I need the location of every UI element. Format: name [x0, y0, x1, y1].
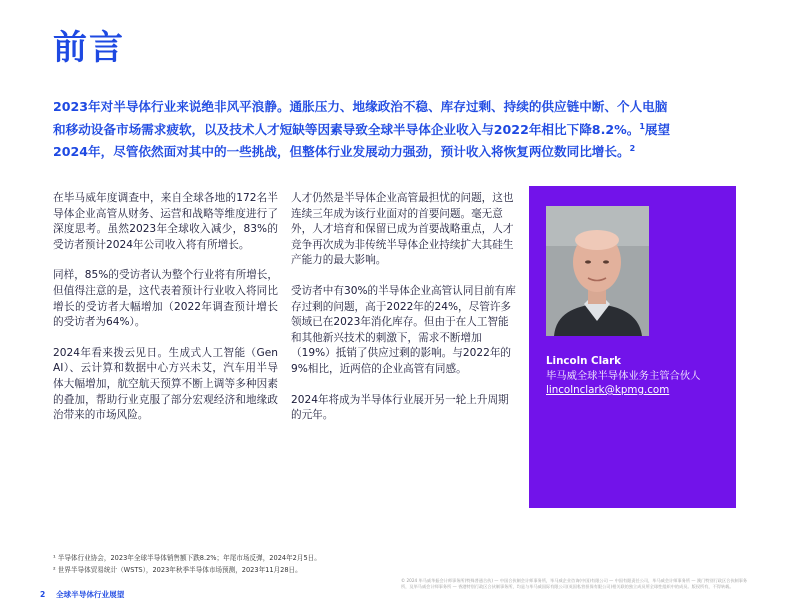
portrait-photo	[546, 206, 649, 336]
legal-notice: © 2024 毕马威华振会计师事务所(特殊普通合伙) — 中国合伙制会计师事务所，毕马威企业咨询(中国)有限公司 — 中国有限责任公司，毕马威会计师事务所 — 澳门特别行政区合伙制事务所，及毕马威会计师事务所 — 香港特别行政区合伙制事务所，均是与毕马威国际有限公司(英国私营担保有限公司)相关联的独立成员所全球性组织中的成员。版权所有，不得转载。	[401, 578, 748, 589]
report-name: 全球半导体行业展望	[55, 590, 125, 599]
paragraph: 2024年将成为半导体行业展开另一轮上升周期的元年。	[291, 393, 509, 422]
paragraph: 同样，85%的受访者认为整个行业将有所增长，但值得注意的是，这代表着预计行业收入将同比增长的受访者大幅增加（2022年调查预计增长的受访者为64%）。	[53, 269, 278, 329]
footnote-ref-1[interactable]: 1	[639, 121, 645, 131]
page-title: 前言	[53, 28, 125, 68]
contact-email-link[interactable]: lincolnclark@kpmg.com	[546, 384, 670, 396]
paragraph: 2024年看来拨云见日。生成式人工智能（Gen AI）、云计算和数据中心方兴未艾，汽车用半导体大幅增加，航空航天预算不断上调等多种因素的叠加，帮助行业克服了部分宏观经济和地缘政治带来的市场风险。	[53, 346, 278, 422]
intro-paragraph	[53, 97, 678, 162]
contact-role: 毕马威全球半导体业务主管合伙人	[546, 369, 701, 382]
footnotes	[53, 552, 321, 576]
footnote-ref-2[interactable]: 2	[629, 144, 636, 154]
page-footer	[40, 589, 124, 600]
contact-info	[546, 354, 726, 398]
footnote-1: ¹ 半导体行业协会，2023年全球半导体销售额下跌8.2%；年尾市场反弹，2024年2月5日。	[53, 554, 321, 562]
portrait-icon	[546, 206, 649, 336]
body-column-middle	[291, 191, 519, 439]
paragraph: 人才仍然是半导体企业高管最担忧的问题，这也连续三年成为该行业面对的首要问题。毫无意外，人才培育和保留已成为首要战略重点，人才竞争再次成为非传统半导体企业持续扩大其硅生产能力的最大影响。	[291, 192, 514, 267]
footnote-2: ² 世界半导体贸易统计（WSTS），2023年秋季半导体市场预测，2023年11月28日。	[53, 566, 302, 574]
page-number: 2	[40, 590, 46, 599]
body-column-left	[53, 191, 278, 439]
intro-text-2: 展望2024年，尽管依然面对其中的一些挑战，但整体行业发展动力强劲，预计收入将恢复两位数同比增长。	[53, 121, 671, 160]
paragraph: 受访者中有30%的半导体企业高管认同目前有库存过剩的问题，高于2022年的24%，尽管许多领域已在2023年消化库存。但由于在人工智能和其他新兴技术的刺激下，需求不断增加（19%）抵销了供应过剩的影响。与2022年的9%相比，近两倍的企业高管有同感。	[291, 284, 516, 375]
contact-name: Lincoln Clark	[546, 355, 622, 367]
paragraph: 在毕马威年度调查中，来自全球各地的172名半导体企业高管从财务、运营和战略等维度进行了深度思考。虽然2023年全球收入减少，83%的受访者预计2024年公司收入将有所增长。	[53, 192, 278, 251]
contact-card	[529, 186, 736, 508]
intro-text: 2023年对半导体行业来说绝非风平浪静。通胀压力、地缘政治不稳、库存过剩、持续的供应链中断、个人电脑和移动设备市场需求疲软，以及技术人才短缺等因素导致全球半导体企业收入与2022年相比下降8.2%。	[53, 99, 668, 137]
